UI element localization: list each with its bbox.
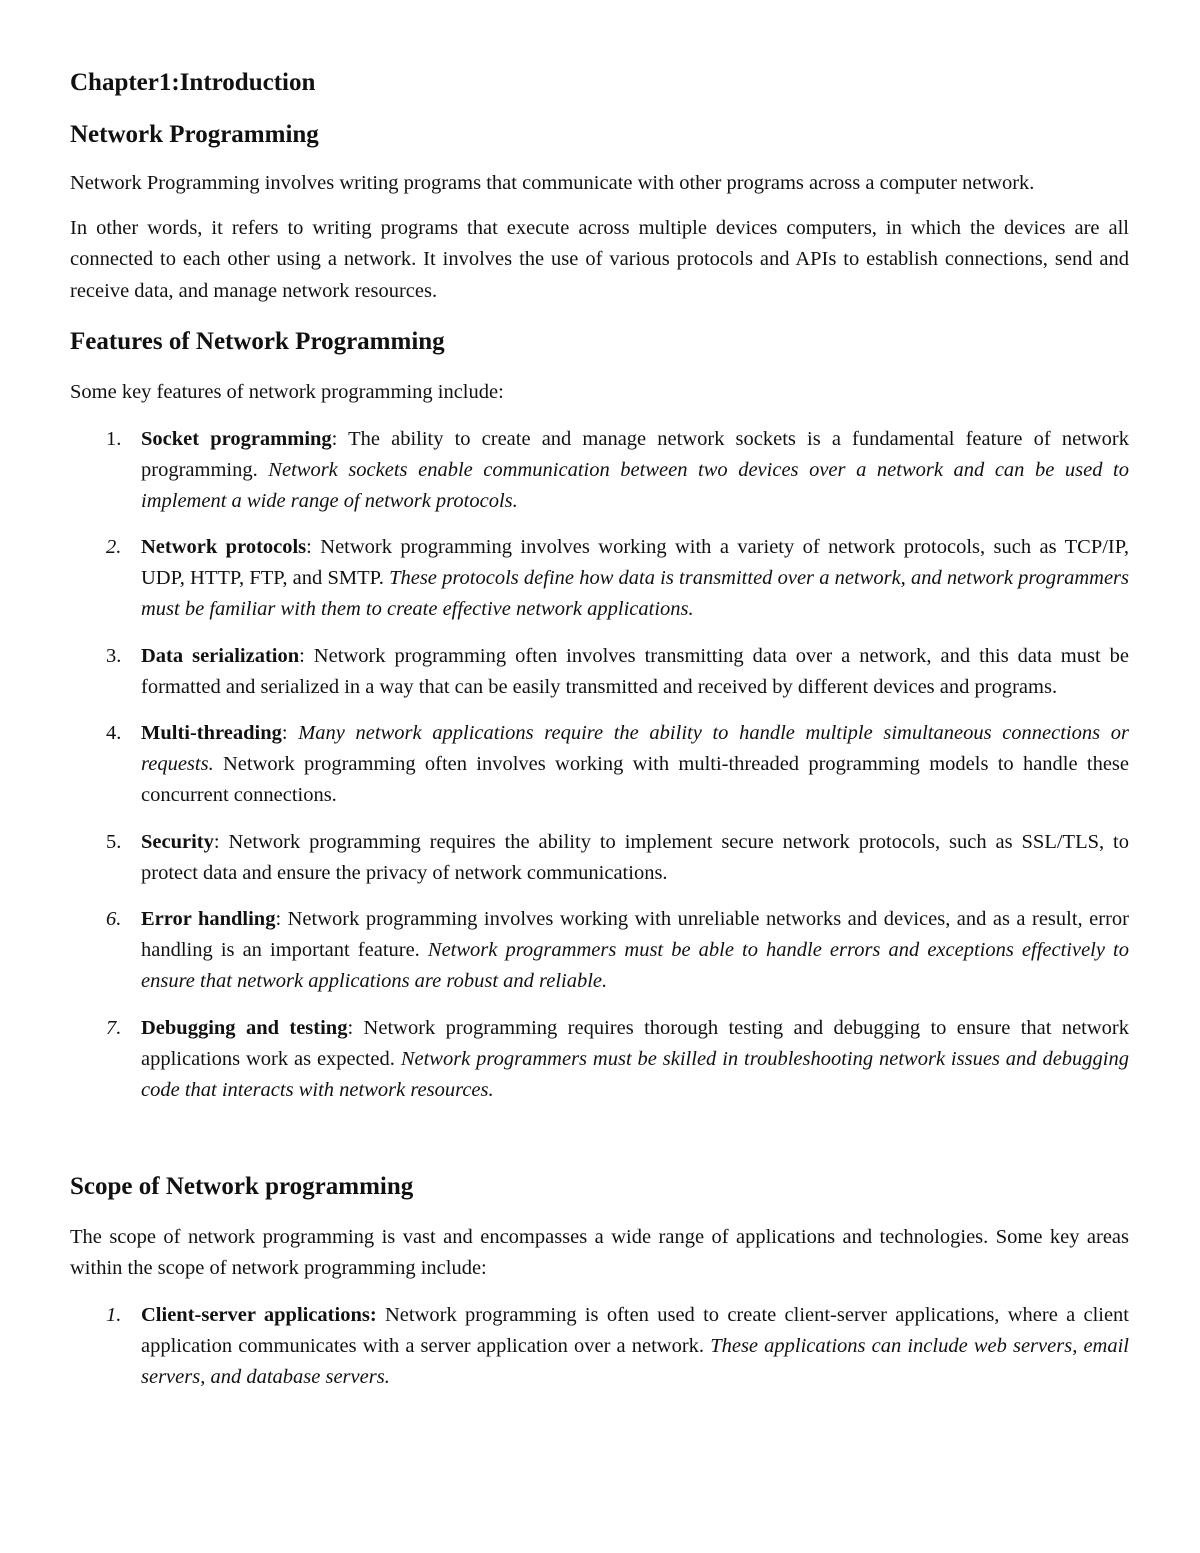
- list-item: [70, 827, 1129, 889]
- list-item-italic: Network sockets enable communication between two devices over a network and can be used to implement a wide range of network protocols.: [141, 458, 1130, 512]
- list-item: [70, 904, 1129, 997]
- list-item: [70, 1013, 1129, 1106]
- list-item-term: Client-server applications:: [141, 1303, 377, 1326]
- list-item-term: Debugging and testing: [141, 1016, 348, 1039]
- list-item-italic: Network programmers must be skilled in troubleshooting network issues and debugging code that interacts with network resources.: [141, 1047, 1129, 1101]
- list-item-term: Socket programming: [141, 427, 332, 450]
- list-item: [70, 641, 1129, 703]
- section-heading-features: Features of Network Programming: [70, 328, 445, 355]
- list-item: [70, 424, 1129, 517]
- list-item-italic: These protocols define how data is transmitted over a network, and network programmers must be familiar with them to create effective network applications.: [141, 567, 1130, 620]
- list-item-term: Security: [141, 830, 214, 853]
- list-item-italic: Many network applications require the ability to handle multiple simultaneous connections or requests.: [141, 722, 1129, 775]
- list-item-text: : Network programming requires the ability to implement secure network protocols, such as SSL/TLS, to protect data and ensure the privacy of network communications.: [141, 830, 1129, 884]
- list-number: 5.: [106, 830, 122, 853]
- list-number: 1.: [106, 1303, 122, 1326]
- scope-list: [70, 1300, 1129, 1393]
- document-content: [70, 68, 1129, 1408]
- list-number: 1.: [106, 427, 122, 450]
- list-item: [70, 718, 1129, 811]
- list-item-text: Network programming is often used to create client-server applications, where a client application communicates with a server application over a network.: [141, 1303, 1130, 1357]
- list-number: 2.: [106, 536, 122, 558]
- paragraph-other-words: In other words, it refers to writing programs that execute across multiple devices computers, in which the devices are all connected to each other using a network. It involves the use of various protocols and APIs to establish connections, send and receive data, and manage network resources.: [70, 216, 1129, 302]
- list-item: [70, 1300, 1129, 1393]
- list-item-term: Multi-threading: [141, 722, 282, 744]
- features-intro: Some key features of network programming include:: [70, 381, 504, 403]
- list-item-term: Error handling: [141, 908, 276, 930]
- chapter-title: Chapter1:Introduction: [70, 69, 316, 96]
- list-item-italic: These applications can include web servers, email servers, and database servers.: [141, 1334, 1129, 1388]
- list-item-italic: Network programmers must be able to handle errors and exceptions effectively to ensure that network applications are robust and reliable.: [141, 939, 1130, 992]
- list-item: [70, 532, 1129, 625]
- scope-intro: The scope of network programming is vast and encompasses a wide range of applications and technologies. Some key areas within the scope of network programming include:: [70, 1225, 1129, 1279]
- list-item-text: : Network programming involves working with a variety of network protocols, such as TCP/IP, UDP, HTTP, FTP, and SMTP.: [141, 536, 1129, 589]
- paragraph-definition: Network Programming involves writing programs that communicate with other programs across a computer network.: [70, 172, 1035, 194]
- list-number: 7.: [106, 1016, 122, 1039]
- list-number: 6.: [106, 908, 122, 930]
- features-list: [70, 424, 1129, 1106]
- list-item-text: : Network programming often involves transmitting data over a network, and this data must be formatted and serialized in a way that can be easily transmitted and received by different devices and programs.: [141, 644, 1129, 698]
- list-number: 3.: [106, 644, 122, 667]
- list-item-text: : Network programming involves working with unreliable networks and devices, and as a result, error handling is an important feature.: [141, 908, 1129, 961]
- section-heading-scope: Scope of Network programming: [70, 1172, 414, 1200]
- list-item-tail: Network programming often involves working with multi-threaded programming models to handle these concurrent connections.: [141, 753, 1129, 806]
- list-item-term: Data serialization: [141, 644, 300, 667]
- list-item-term: Network protocols: [141, 536, 307, 558]
- section-heading-network-programming: Network Programming: [70, 121, 319, 148]
- list-item-text: : Network programming requires thorough testing and debugging to ensure that network applications work as expected.: [141, 1016, 1129, 1070]
- list-item-text: : The ability to create and manage network sockets is a fundamental feature of network programming.: [141, 427, 1129, 481]
- list-number: 4.: [106, 722, 122, 744]
- list-item-text: :: [281, 722, 299, 744]
